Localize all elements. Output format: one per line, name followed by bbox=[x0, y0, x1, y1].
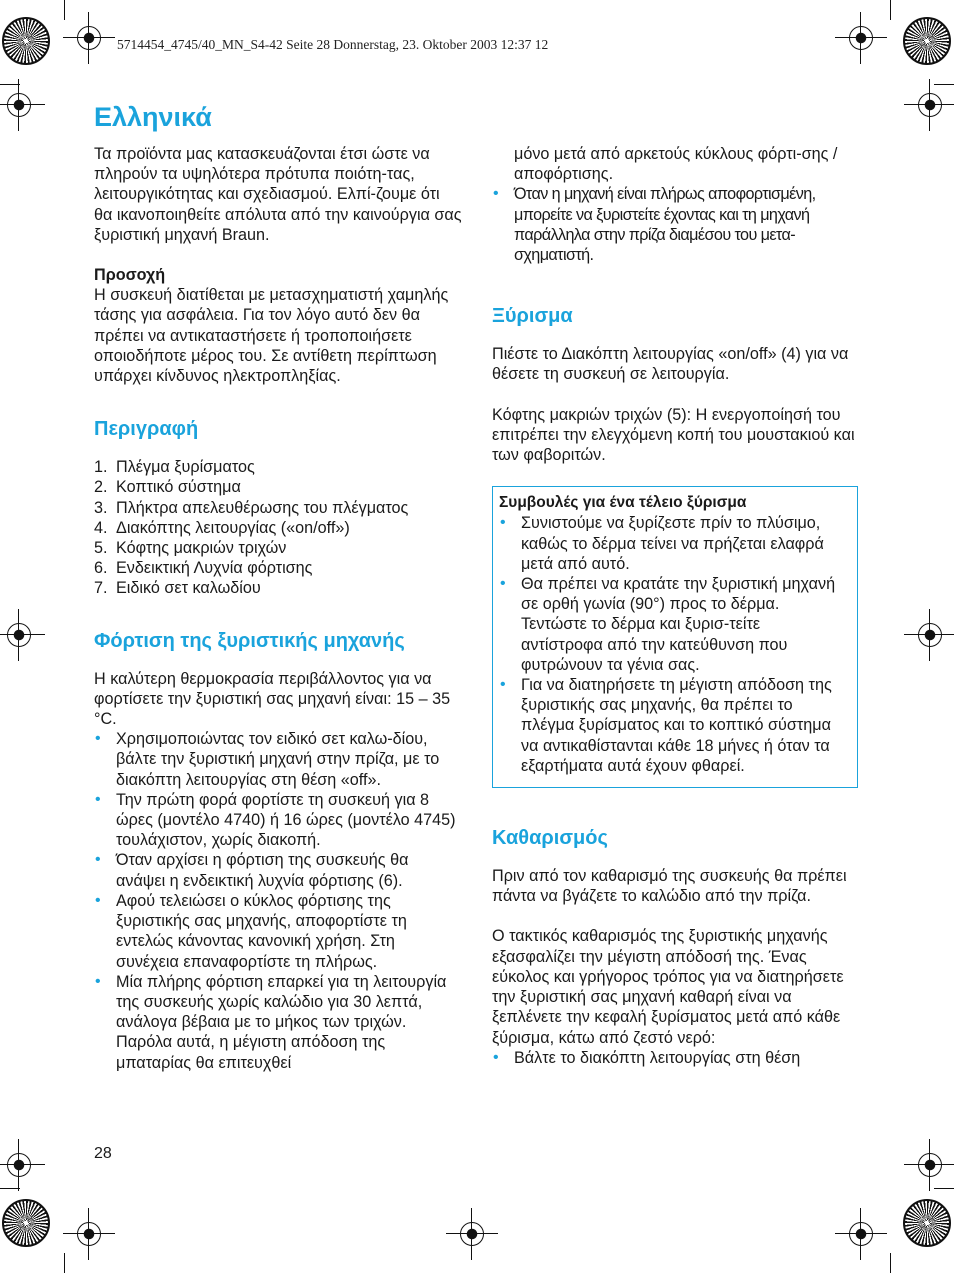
registration-mark-top-left bbox=[77, 26, 101, 50]
list-item: 2. Κοπτικό σύστημα bbox=[94, 478, 241, 497]
page-title: Ελληνικά bbox=[94, 102, 212, 132]
caution-text: Η συσκευή διατίθεται με μετασχηματιστή χαμηλής τάσης για ασφάλεια. Για τον λόγο αυτό δεν θα πρέπει να αντικαταστήσετε ή τροποποιήσετε οποιοδήποτε μέρος του. Σε αντίθετη περίπτωση υπάρχει κίνδυνος ηλεκτροπληξίας. bbox=[94, 286, 449, 386]
list-item: • Την πρώτη φορά φορτίστε τη συσκευή για 8 ώρες (μοντέλο 4740) ή 16 ώρες (μοντέλο 4745) τουλάχιστον, χωρίς διακοπή. bbox=[94, 790, 462, 851]
list-item: • Μία πλήρης φόρτιση επαρκεί για τη λειτουργία της συσκευής χωρίς καλώδιο για 30 λεπτά, ανάλογα βέβαια με το μήκος των τριχών. Παρόλα αυτά, η μέγιστη απόδοση της μπαταρίας θα επιτευχθεί bbox=[94, 972, 462, 1073]
charging-intro: Η καλύτερη θερμοκρασία περιβάλλοντος για να φορτίσετε την ξυριστική σας μηχανή είναι: 15 – 35 °C. bbox=[94, 669, 451, 729]
registration-mark-bottom-center bbox=[460, 1222, 484, 1246]
registration-mark-left-middle bbox=[7, 623, 31, 647]
list-item: • Όταν αρχίσει η φόρτιση της συσκευής θα ανάψει η ενδεικτική λυχνία φόρτισης (6). bbox=[94, 850, 462, 890]
shaving-paragraph-1: Πιέστε το Διακόπτη λειτουργίας «on/off» (4) για να θέσετε τη συσκευή σε λειτουργία. bbox=[492, 345, 849, 384]
left-column bbox=[94, 144, 462, 1073]
list-item: • Βάλτε το διακόπτη λειτουργίας στη θέση bbox=[492, 1048, 860, 1068]
registration-mark-top-right bbox=[849, 26, 873, 50]
shaving-paragraph-2: Κόφτης μακριών τριχών (5): Η ενεργοποίησή του επιτρέπει την ελεγχόμενη κοπή του μουστακιού και των φαβοριτών. bbox=[492, 405, 855, 465]
trim-line bbox=[890, 0, 891, 20]
trim-line bbox=[890, 1253, 891, 1273]
trim-line bbox=[934, 84, 954, 85]
list-item: • Χρησιμοποιώντας τον ειδικό σετ καλω-δίου, βάλτε την ξυριστική μηχανή στην πρίζα, με το διακόπτη λειτουργίας στη θέση «off». bbox=[94, 729, 462, 790]
cleaning-paragraph-2: Ο τακτικός καθαρισμός της ξυριστικής μηχανής εξασφαλίζει την μέγιστη απόδοσή της. Ένας εύκολος και γρήγορος τρόπος για να διατηρήσετε την ξυριστική σας μηχανή καθαρή είναι να ξεπλένετε την κεφαλή ξυρίσματος μετά από κάθε ξύρισμα, κάτω από ζεστό νερό: bbox=[492, 927, 844, 1047]
description-heading: Περιγραφή bbox=[94, 418, 199, 441]
intro-paragraph: Τα προϊόντα μας κατασκευάζονται έτσι ώστε να πληρούν τα υψηλότερα πρότυπα ποιότη-τας, λειτουργικότητας και σχεδιασμού. Ελπί-ζουμε ότι θα ικανοποιηθείτε απόλυτα από την καινούργια σας ξυριστική μηχανή Braun. bbox=[94, 145, 462, 244]
print-header: 5714454_4745/40_MN_S4-42 Seite 28 Donnerstag, 23. Oktober 2003 12:37 12 bbox=[117, 37, 549, 52]
registration-mark-bottom-left bbox=[77, 1222, 101, 1246]
registration-mark-bottom-right bbox=[849, 1222, 873, 1246]
list-item: 1. Πλέγμα ξυρίσματος bbox=[94, 458, 255, 477]
tips-list bbox=[499, 513, 845, 776]
trim-line bbox=[64, 1253, 65, 1273]
list-item: 7. Ειδικό σετ καλωδίου bbox=[94, 579, 261, 598]
page-number: 28 bbox=[94, 1145, 112, 1162]
charging-continuation: μόνο μετά από αρκετούς κύκλους φόρτι-σης / αποφόρτισης. bbox=[514, 145, 838, 184]
right-column bbox=[492, 144, 860, 1068]
registration-mark-left-upper bbox=[7, 93, 31, 117]
tips-heading: Συμβουλές για ένα τέλειο ξύρισμα bbox=[499, 494, 747, 512]
registration-mark-right-upper bbox=[918, 93, 942, 117]
charging-steps-continued bbox=[492, 184, 860, 265]
cleaning-steps bbox=[492, 1048, 860, 1068]
registration-mark-right-middle bbox=[918, 623, 942, 647]
cleaning-paragraph-1: Πριν από τον καθαρισμό της συσκευής θα πρέπει πάντα να βγάζετε το καλώδιο από την πρίζα. bbox=[492, 867, 847, 906]
color-target-top-right bbox=[903, 17, 951, 65]
trim-line bbox=[64, 0, 65, 20]
trim-line bbox=[934, 1188, 954, 1189]
registration-mark-right-lower bbox=[918, 1153, 942, 1177]
color-target-top-left bbox=[2, 17, 50, 65]
list-item: 5. Κόφτης μακριών τριχών bbox=[94, 539, 287, 558]
registration-mark-left-lower bbox=[7, 1153, 31, 1177]
cleaning-heading: Καθαρισμός bbox=[492, 827, 608, 850]
shaving-heading: Ξύρισμα bbox=[492, 305, 573, 328]
list-item: 4. Διακόπτης λειτουργίας («on/off») bbox=[94, 518, 350, 537]
color-target-bottom-left bbox=[2, 1199, 50, 1247]
tips-box bbox=[492, 486, 858, 788]
list-item: 6. Ενδεικτική Λυχνία φόρτισης bbox=[94, 559, 313, 578]
trim-line bbox=[0, 1188, 20, 1189]
list-item: • Όταν η μηχανή είναι πλήρως αποφορτισμένη, μπορείτε να ξυριστείτε έχοντας και τη μηχανή παράλληλα στην πρίζα διαμέσου του μετα-σχηματιστή. bbox=[492, 184, 860, 265]
caution-heading: Προσοχή bbox=[94, 266, 166, 285]
list-item: • Συνιστούμε να ξυρίζεστε πρίν το πλύσιμο, καθώς το δέρμα τείνει να πρήζεται ελαφρά μετά από αυτό. bbox=[499, 513, 845, 574]
list-item: 3. Πλήκτρα απελευθέρωσης του πλέγματος bbox=[94, 498, 409, 517]
list-item: • Για να διατηρήσετε τη μέγιστη απόδοση της ξυριστικής σας μηχανής, θα πρέπει το πλέγμα ξυρίσματος και το κοπτικό σύστημα να αντικαθίστανται κάθε 18 μήνες ή όταν τα εξαρτήματα αυτά έχουν φθαρεί. bbox=[499, 675, 845, 776]
charging-heading: Φόρτιση της ξυριστικής μηχανής bbox=[94, 629, 405, 652]
charging-steps bbox=[94, 729, 462, 1072]
color-target-bottom-right bbox=[903, 1199, 951, 1247]
list-item: • Αφού τελειώσει ο κύκλος φόρτισης της ξυριστικής σας μηχανής, αποφορτίστε τη εντελώς κάνοντας κανονική χρήση. Στη συνέχεια επαναφορτίστε τη πλήρως. bbox=[94, 891, 462, 972]
list-item: • Θα πρέπει να κρατάτε την ξυριστική μηχανή σε ορθή γωνία (90°) προς το δέρμα. Τεντώστε το δέρμα και ξυρισ-τείτε αντίστροφα από την κατεύθυνση που φυτρώνουν τα γένια σας. bbox=[499, 574, 845, 675]
trim-line bbox=[0, 84, 20, 85]
parts-list bbox=[94, 457, 462, 598]
